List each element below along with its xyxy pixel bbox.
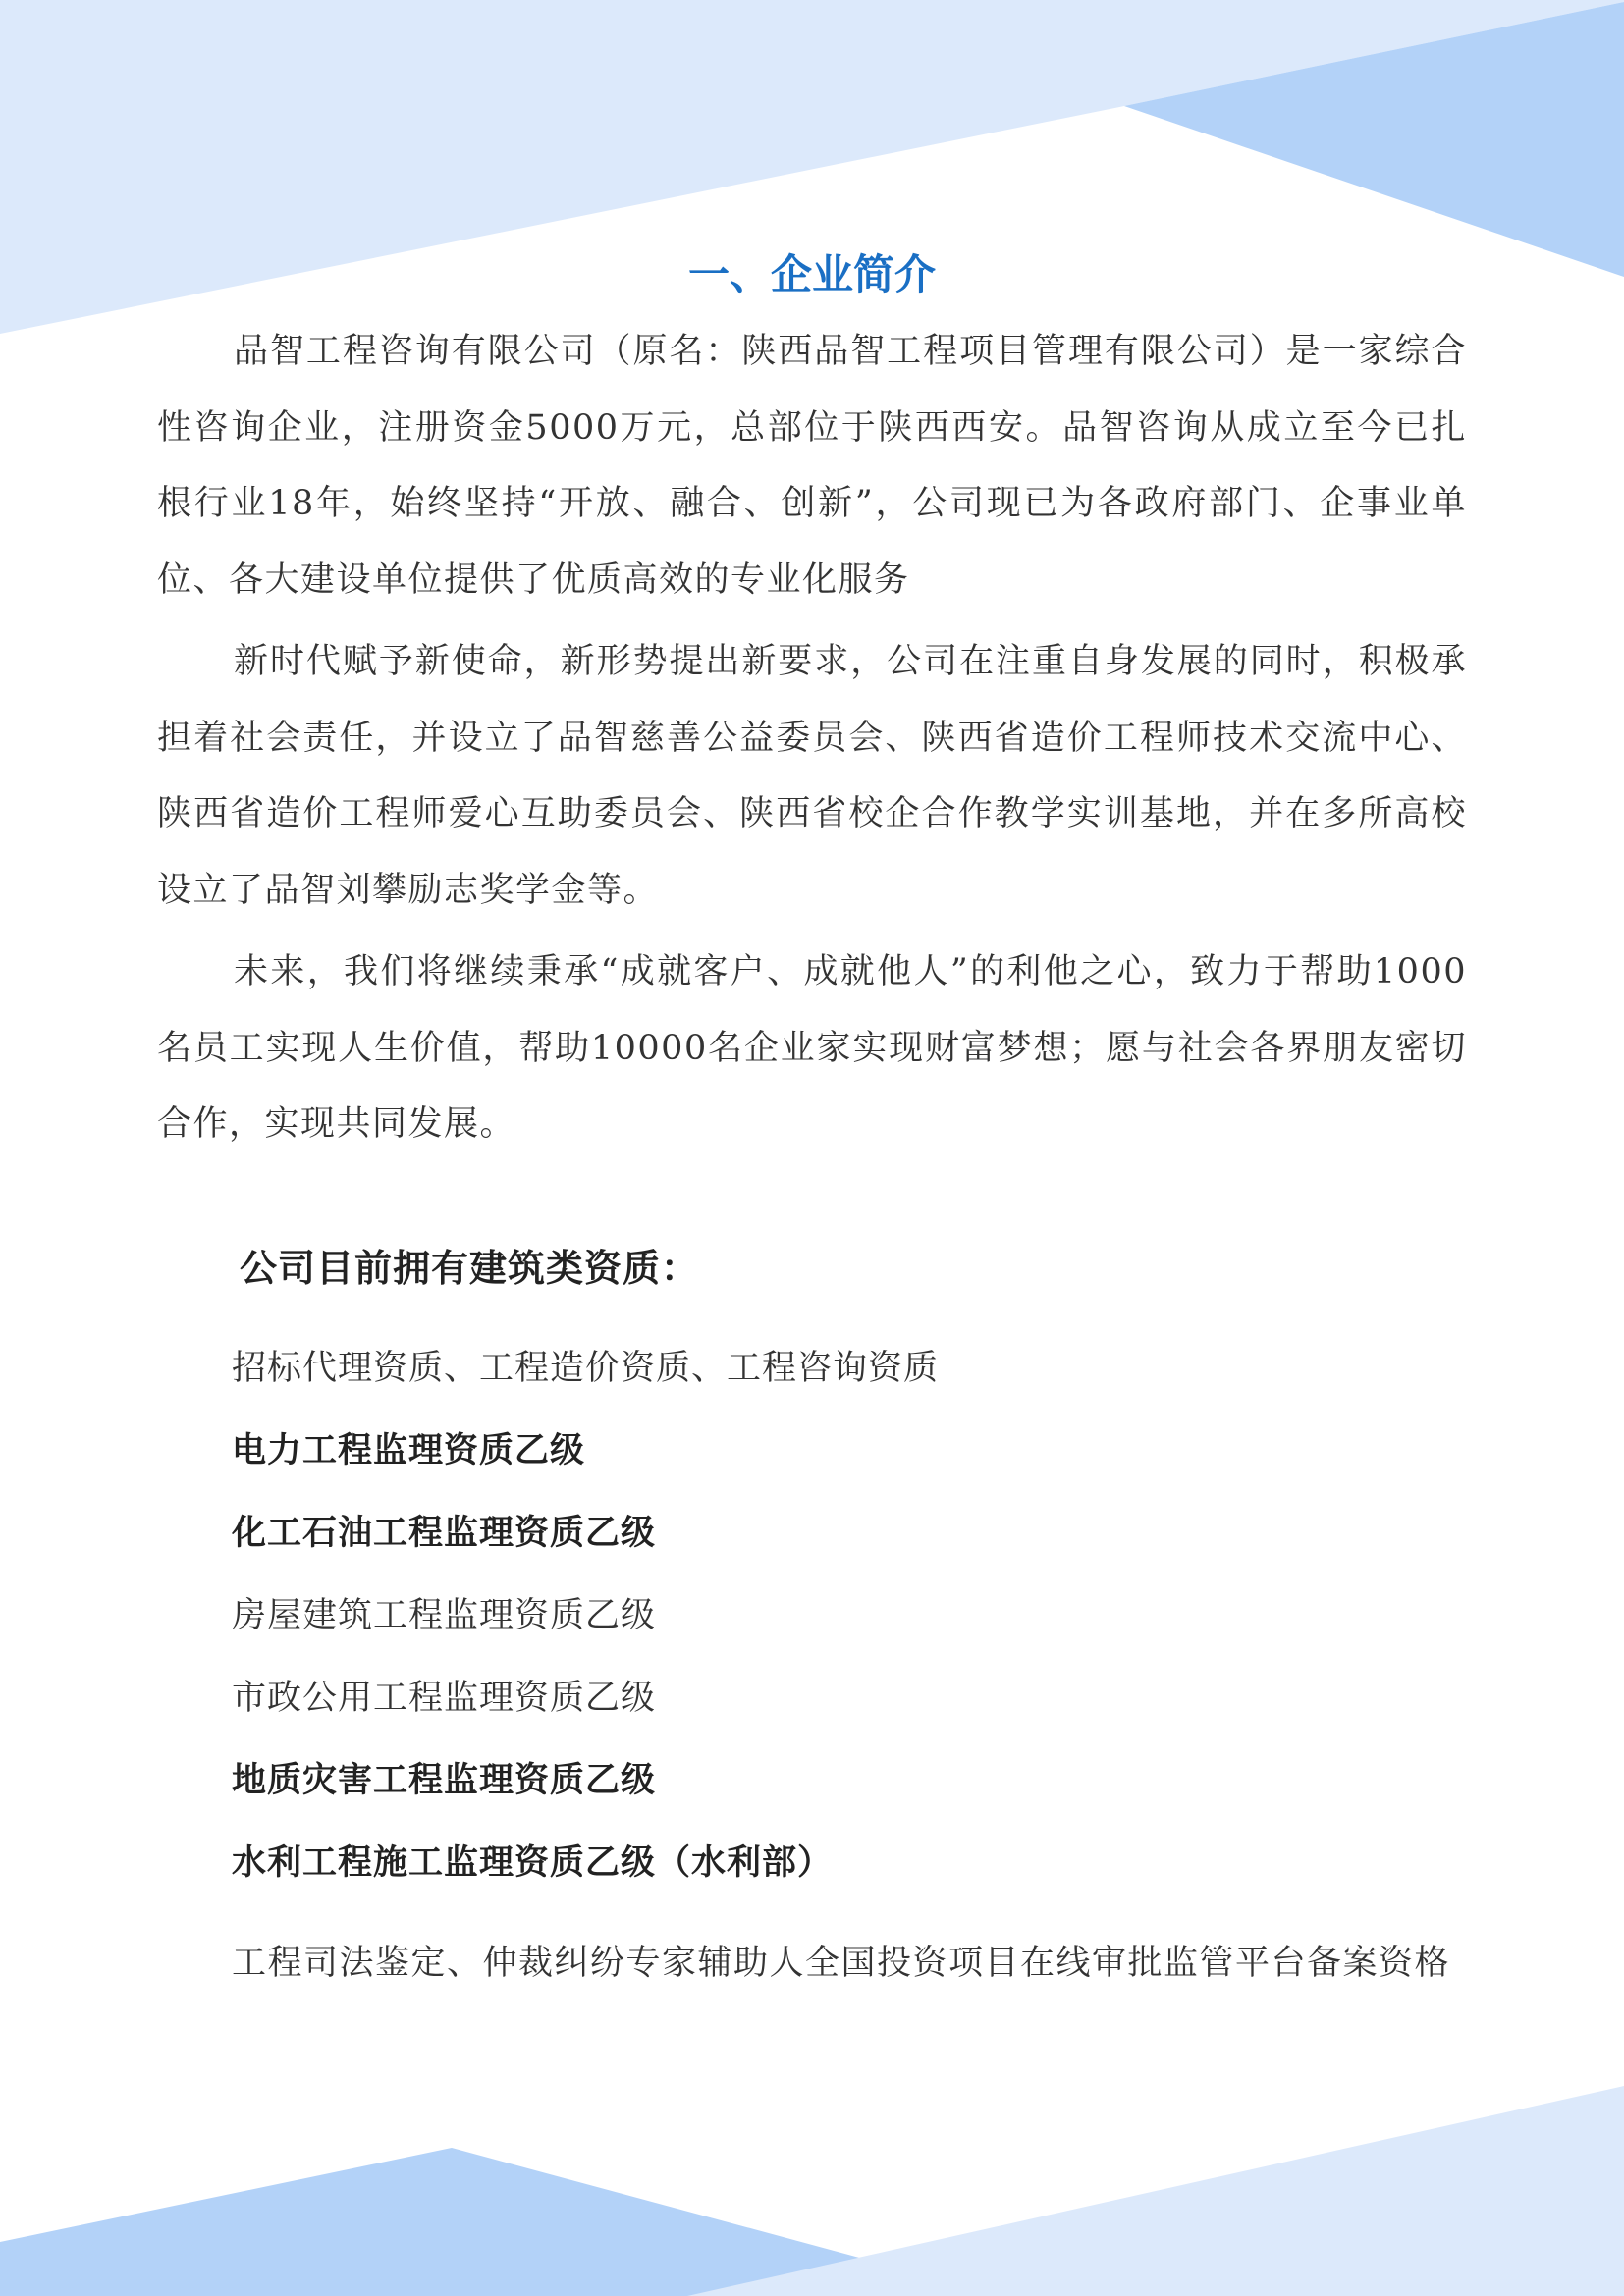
qualification-item-last: 工程司法鉴定、仲裁纠纷专家辅助人全国投资项目在线审批监管平台备案资格 xyxy=(232,1944,1451,1983)
qualification-item: 水利工程施工监理资质乙级（水利部） xyxy=(232,1842,834,1883)
intro-paragraph-2: 新时代赋予新使命，新形势提出新要求，公司在注重自身发展的同时，积极承担着社会责任，并设立了品智慈善公益委员会、陕西省造价工程师技术交流中心、陕西省造价工程师爱心互助委员会、陕西省校企合作教学实训基地，并在多所高校设立了品智刘攀励志奖学金等。 xyxy=(157,642,1467,910)
page-title: 一、企业简介 xyxy=(687,250,936,298)
qualifications-heading: 公司目前拥有建筑类资质： xyxy=(240,1246,700,1290)
qualification-item: 地质灾害工程监理资质乙级 xyxy=(232,1760,657,1800)
qualification-item: 电力工程监理资质乙级 xyxy=(232,1430,586,1470)
company-intro xyxy=(157,314,1467,1169)
qualifications-list xyxy=(232,1343,1467,1920)
qualification-item: 化工石油工程监理资质乙级 xyxy=(232,1513,657,1553)
qualification-item: 市政公用工程监理资质乙级 xyxy=(232,1679,657,1718)
qualification-item: 招标代理资质、工程造价资质、工程咨询资质 xyxy=(232,1349,940,1388)
intro-paragraph-3: 未来，我们将继续秉承“成就客户、成就他人”的利他之心，致力于帮助1000名员工实现人生价值，帮助10000名企业家实现财富梦想；愿与社会各界朋友密切合作，实现共同发展。 xyxy=(157,952,1467,1144)
qualification-item: 房屋建筑工程监理资质乙级 xyxy=(232,1596,657,1635)
intro-paragraph-1: 品智工程咨询有限公司（原名：陕西品智工程项目管理有限公司）是一家综合性咨询企业，注册资金5000万元，总部位于陕西西安。品智咨询从成立至今已扎根行业18年，始终坚持“开放、融合、创新”，公司现已为各政府部门、企事业单位、各大建设单位提供了优质高效的专业化服务 xyxy=(157,332,1467,600)
